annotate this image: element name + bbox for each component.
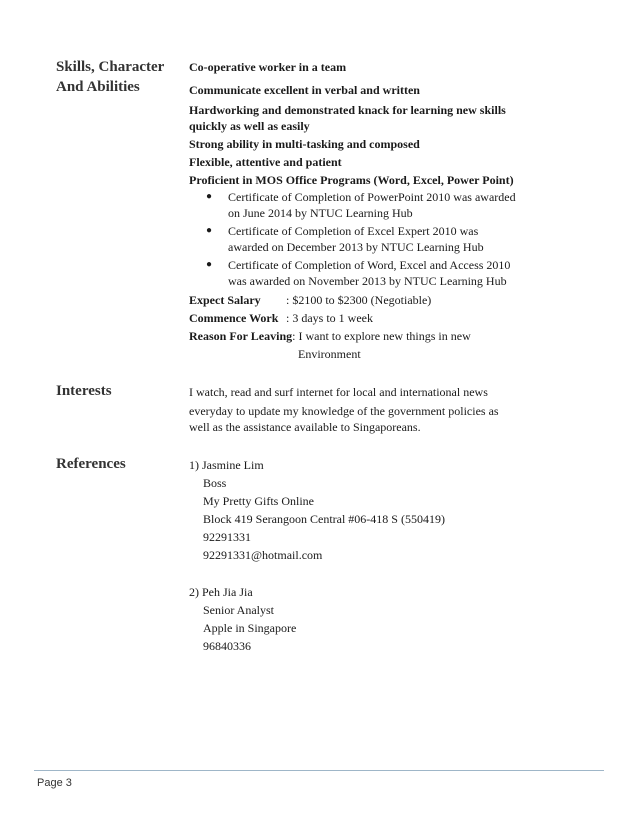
reason-leaving-row: [189, 328, 471, 344]
certificate-line: was awarded on November 2013 by NTUC Learning Hub: [228, 274, 507, 288]
reference-address: Block 419 Serangoon Central #06-418 S (550419): [203, 512, 445, 526]
skill-item: quickly as well as easily: [189, 119, 310, 133]
reference-company: My Pretty Gifts Online: [203, 494, 314, 508]
reason-leaving-label: Reason For Leaving: [189, 329, 293, 343]
reference-name: 2) Peh Jia Jia: [189, 585, 253, 599]
reason-leaving-value-cont: Environment: [298, 347, 361, 361]
certificate-line: awarded on December 2013 by NTUC Learning Hub: [228, 240, 484, 254]
skill-item: Strong ability in multi-tasking and composed: [189, 137, 420, 151]
page-number: Page 3: [37, 777, 72, 789]
footer-divider: [34, 770, 604, 771]
skills-heading-line2: And Abilities: [56, 79, 140, 95]
certificate-line: Certificate of Completion of Excel Expert 2010 was: [228, 224, 479, 238]
bullet-icon: ●: [206, 191, 213, 202]
bullet-icon: ●: [206, 259, 213, 270]
commence-work-value: : 3 days to 1 week: [286, 311, 373, 325]
reference-title: Boss: [203, 476, 227, 490]
skill-item: Co-operative worker in a team: [189, 60, 347, 74]
reference-company: Apple in Singapore: [203, 621, 297, 635]
skill-item: Communicate excellent in verbal and written: [189, 83, 420, 97]
expect-salary-label: Expect Salary: [189, 293, 261, 307]
commence-work-row: [189, 310, 373, 326]
reference-phone: 92291331: [203, 530, 251, 544]
commence-work-label: Commence Work: [189, 311, 279, 325]
certificate-line: on June 2014 by NTUC Learning Hub: [228, 206, 413, 220]
interests-line: well as the assistance available to Singaporeans.: [189, 420, 421, 434]
reference-email: 92291331@hotmail.com: [203, 548, 323, 562]
skills-heading-line1: Skills, Character: [56, 59, 165, 75]
interests-line: I watch, read and surf internet for local and international news: [189, 385, 488, 399]
reference-phone: 96840336: [203, 639, 251, 653]
interests-heading: Interests: [56, 383, 112, 399]
skill-item: Proficient in MOS Office Programs (Word, Excel, Power Point): [189, 173, 514, 187]
certificate-line: Certificate of Completion of PowerPoint 2010 was awarded: [228, 190, 516, 204]
bullet-icon: ●: [206, 225, 213, 236]
skill-item: Hardworking and demonstrated knack for learning new skills: [189, 103, 506, 117]
expect-salary-value: : $2100 to $2300 (Negotiable): [286, 293, 432, 307]
expect-salary-row: [189, 292, 431, 308]
references-heading: References: [56, 456, 126, 472]
skill-item: Flexible, attentive and patient: [189, 155, 342, 169]
certificate-line: Certificate of Completion of Word, Excel and Access 2010: [228, 258, 511, 272]
interests-line: everyday to update my knowledge of the government policies as: [189, 404, 499, 418]
reference-name: 1) Jasmine Lim: [189, 458, 264, 472]
reason-leaving-value: : I want to explore new things in new: [292, 329, 471, 343]
reference-title: Senior Analyst: [203, 603, 274, 617]
